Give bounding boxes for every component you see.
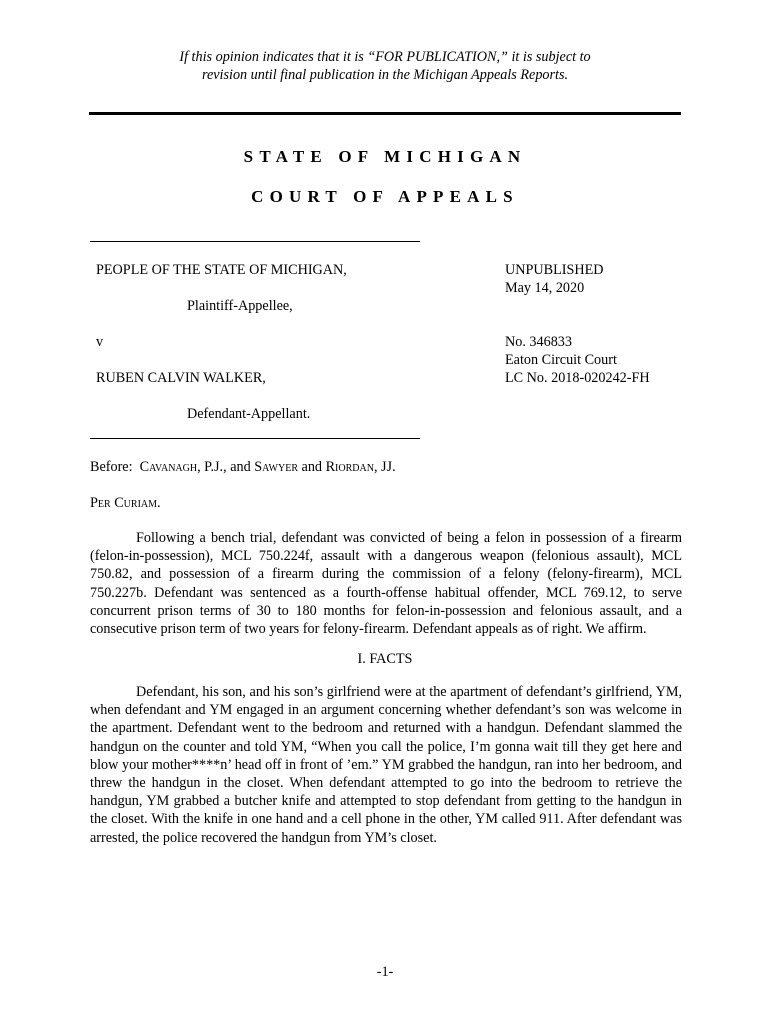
panel-suffix: , JJ. [373,459,396,475]
caption-bottom-rule [90,438,420,439]
plaintiff-role: Plaintiff-Appellee, [187,298,293,314]
panel-line [90,458,396,476]
publication-notice [90,48,680,84]
plaintiff-name: PEOPLE OF THE STATE OF MICHIGAN, [96,262,347,278]
panel-and: and [297,459,326,475]
section-heading-facts: I. FACTS [357,651,413,667]
lower-court-number: LC No. 2018-020242-FH [505,370,650,386]
caption-top-rule [90,241,420,242]
defendant-name: RUBEN CALVIN WALKER, [96,370,266,386]
versus-label: v [96,334,104,350]
defendant-role: Defendant-Appellant. [187,406,311,422]
docket-number: No. 346833 [505,334,572,350]
decision-date: May 14, 2020 [505,280,585,296]
panel-judge1-suffix: , P.J., and [197,459,255,475]
publication-notice-line-1: If this opinion indicates that it is “FOR PUBLICATION,” it is subject to [179,49,591,65]
judge-sawyer: Sawyer [254,459,298,475]
state-title: STATE OF MICHIGAN [243,147,527,166]
paragraph-2: Defendant, his son, and his son’s girlfriend were at the apartment of defendant’s girlfriend, YM, when defendant and YM engaged in an argument concerning whether defendant’s son was welcome in the apartment. Defendant went to the bedroom and returned with a handgun. Defendant slammed the handgun on the counter and told YM, “When you call the police, I’m gonna wait till they get here and blow your mother****n’ head off in front of ’em.” YM grabbed the handgun, ran into her bedroom, and threw the handgun in the closet. When defendant attempted to go into the bedroom to retrieve the handgun, YM grabbed a butcher knife and attempted to stop defendant from getting to the handgun in the closet. With the knife in one hand and a cell phone in the other, YM called 911. After defendant was arrested, the police recovered the handgun from YM’s closet. [90,684,682,846]
header-rule [89,112,681,115]
publication-notice-line-2: revision until final publication in the Michigan Appeals Reports. [201,67,569,83]
court-title: COURT OF APPEALS [251,187,519,206]
panel-prefix: Before: [90,459,140,475]
judge-riordan: Riordan [325,459,374,475]
judge-cavanagh: Cavanagh [139,459,198,475]
page-number: -1- [376,964,394,980]
per-curiam: Per Curiam. [90,495,161,511]
paragraph-1: Following a bench trial, defendant was convicted of being a felon in possession of a firearm (felon-in-possession), MCL 750.224f, assault with a dangerous weapon (felonious assault), MCL 750.82, and possession of a firearm during the commission of a felony (felony-firearm), MCL 750.227b. Defendant was sentenced as a fourth-offense habitual offender, MCL 769.12, to serve concurrent prison terms of 30 to 180 months for felon-in-possession and felonious assault, and a consecutive prison term of two years for felony-firearm. Defendant appeals as of right. We affirm. [90,530,682,638]
publication-status: UNPUBLISHED [505,262,604,278]
lower-court: Eaton Circuit Court [505,352,617,368]
